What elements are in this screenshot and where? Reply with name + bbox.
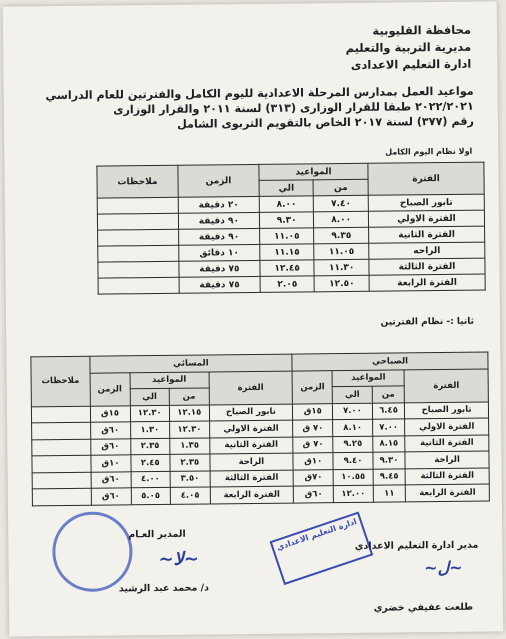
official-seal-stamp	[52, 511, 133, 592]
cell-period: الراحه	[369, 242, 485, 259]
cell-m-to: ٧.٠٠	[333, 403, 373, 420]
cell-m-period: الفترة الثانية	[405, 435, 489, 452]
cell-notes	[98, 245, 179, 262]
cell-m-from: ٦.٤٥	[372, 402, 405, 419]
cell-m-to: ١٠.٥٥	[333, 469, 373, 486]
e-col-times: المواعيد	[130, 371, 209, 388]
cell-notes	[32, 422, 91, 439]
cell-period: الفترة الثانية	[369, 226, 485, 243]
cell-m-to: ١٢.٠٠	[334, 485, 374, 502]
section-two-shift-label: ثانيا :- نظام الفترتين	[380, 316, 475, 328]
title-line-3: رقم (٣٧٧) لسنة ٢٠١٧ الخاص بالتقويم التربوى الشامل	[176, 114, 475, 131]
cell-m-dur: ٦٠ق	[294, 486, 334, 503]
e-col-to: الي	[130, 388, 170, 405]
table-row	[32, 484, 489, 505]
cell-period: الفترة الرابعة	[369, 274, 485, 291]
full-day-schedule-table	[96, 162, 485, 295]
cell-from: ٧.٤٠	[314, 195, 369, 212]
cell-e-dur: ٦٠ق	[91, 488, 131, 505]
cell-m-to: ٨.١٠	[333, 419, 373, 436]
cell-notes	[32, 472, 91, 489]
cell-m-dur: ١٠ق	[293, 453, 333, 470]
cell-e-dur: ٦٠ق	[90, 438, 130, 455]
cell-m-to: ٩.٤٠	[333, 452, 373, 469]
cell-e-to: ٢.٣٥	[130, 438, 170, 455]
department-director-name: طلعت عفيفي خضري	[373, 601, 474, 614]
cell-e-from: ٣.٥٠	[170, 470, 210, 487]
cell-e-dur: ١٠ق	[90, 455, 130, 472]
cell-to: ٢.٠٥	[260, 276, 315, 293]
cell-e-from: ١.٣٥	[170, 437, 210, 454]
cell-m-from: ٩.٤٥	[373, 468, 406, 485]
cell-period: تابور الصباح	[368, 194, 484, 211]
cell-from: ١١.٣٠	[314, 259, 369, 276]
cell-duration: ٩٠ دقيقة	[178, 212, 259, 229]
cell-duration: ٧٥ دقيقة	[179, 276, 260, 293]
cell-notes	[31, 406, 90, 423]
cell-m-from: ٧.٠٠	[372, 419, 405, 436]
two-shift-schedule-table	[30, 352, 490, 506]
cell-notes	[98, 261, 179, 278]
cell-to: ١١.١٥	[260, 244, 315, 261]
cell-notes	[97, 213, 178, 230]
cell-e-period: الفترة الثالثة	[210, 470, 294, 487]
cell-e-to: ٤.٠٠	[131, 471, 171, 488]
m-col-from: من	[372, 386, 405, 403]
administration-line: ادارة التعليم الاعدادى	[350, 56, 472, 72]
document-title	[44, 84, 474, 134]
cell-m-period: الراحة	[405, 451, 489, 468]
col-notes: ملاحظات	[97, 165, 178, 198]
evening-shift-header: المسائي	[89, 354, 292, 373]
cell-m-from: ١١	[373, 485, 406, 502]
director-general-name: د/ محمد عبد الرشيد	[118, 582, 210, 595]
cell-notes	[98, 229, 179, 246]
cell-e-from: ٤.٠٥	[170, 487, 210, 504]
col-to: الي	[259, 180, 314, 197]
cell-e-dur: ٦٠ق	[91, 471, 131, 488]
cell-e-from: ١٢.١٥	[169, 404, 209, 421]
e-col-from: من	[169, 388, 209, 405]
cell-from: ٨.٠٠	[314, 211, 369, 228]
m-col-times: المواعيد	[332, 369, 404, 386]
cell-e-from: ١٢.٣٠	[170, 421, 210, 438]
cell-e-period: الفترة الاولي	[209, 420, 293, 437]
cell-duration: ٧٥ دقيقة	[179, 260, 260, 277]
col-period: الفترة	[368, 162, 484, 195]
e-col-duration: الزمن	[90, 372, 130, 405]
director-general-title: المدير العـام	[128, 528, 186, 541]
cell-e-to: ٢.٤٥	[130, 454, 170, 471]
letterhead	[345, 22, 471, 74]
department-director-title: مدير ادارة التعليم الاعدادي	[354, 539, 479, 552]
cell-duration: ٢٠ دقيقة	[178, 196, 259, 213]
cell-e-to: ٥.٠٥	[131, 487, 171, 504]
cell-m-dur: ٧٠ ق	[293, 436, 333, 453]
governorate-line: محافظة القليوبية	[372, 22, 472, 38]
cell-m-dur: ٧٠ق	[293, 469, 333, 486]
cell-e-period: الراحة	[209, 453, 293, 470]
cell-notes	[32, 455, 91, 472]
table-row	[98, 274, 485, 294]
cell-to: ٨.٠٠	[259, 196, 314, 213]
cell-m-period: الفترة الرابعة	[405, 484, 489, 501]
cell-notes	[32, 488, 91, 505]
col-notes: ملاحظات	[31, 356, 90, 406]
director-general-signature: ~ﻻ~	[158, 548, 200, 571]
cell-e-dur: ٦٠ق	[90, 422, 130, 439]
col-from: من	[314, 179, 369, 196]
cell-to: ١٢.٤٥	[260, 260, 315, 277]
cell-from: ١٢.٥٠	[315, 275, 370, 292]
stamp-label: ادارة التعليم الاعدادي	[275, 516, 358, 553]
department-director-signature: ~ﻝ~	[424, 557, 463, 578]
cell-to: ١١.٠٥	[260, 228, 315, 245]
cell-m-period: تابور الصباح	[405, 402, 489, 419]
m-col-period: الفترة	[404, 369, 488, 403]
cell-e-to: ١٢.٣٠	[130, 405, 170, 422]
cell-e-to: ١.٣٠	[130, 421, 170, 438]
cell-notes	[32, 439, 91, 456]
cell-e-from: ٢.٣٥	[170, 454, 210, 471]
section-full-day-label: اولا نظام اليوم الكامل	[385, 146, 473, 157]
cell-to: ٩.٣٠	[259, 212, 314, 229]
title-line-2: ٢٠٢٢/٢٠٢١ طبقا للقرار الوزارى (٣١٣) لسنة ٢٠١١ والقرار الوزارى	[113, 99, 474, 117]
cell-period: الفترة الاولي	[368, 210, 484, 227]
cell-m-to: ٩.٢٥	[333, 436, 373, 453]
col-duration: الزمن	[178, 164, 259, 197]
cell-e-period: الفترة الثانية	[209, 437, 293, 454]
cell-duration: ١٠ دقائق	[179, 244, 260, 261]
cell-m-dur: ١٥ق	[293, 403, 333, 420]
cell-period: الفترة الثالثة	[369, 258, 485, 275]
cell-from: ٩.٣٥	[314, 227, 369, 244]
cell-from: ١١.٠٥	[314, 243, 369, 260]
cell-m-from: ٩.٣٠	[373, 452, 406, 469]
directorate-line: مديرية التربية والتعليم	[345, 39, 472, 56]
m-col-to: الي	[332, 386, 372, 403]
cell-m-period: الفترة الاولي	[405, 418, 489, 435]
cell-notes	[98, 277, 179, 294]
cell-e-dur: ١٥ق	[90, 405, 130, 422]
m-col-duration: الزمن	[292, 370, 332, 403]
document-page	[3, 1, 504, 636]
cell-notes	[97, 197, 178, 214]
cell-e-period: الفترة الرابعة	[210, 486, 294, 503]
col-times: المواعيد	[259, 163, 368, 180]
title-line-1: مواعيد العمل بمدارس المرحلة الاعدادية لليوم الكامل والفترتين للعام الدراسي	[45, 84, 474, 103]
morning-shift-header: الصباحي	[292, 352, 488, 371]
cell-m-from: ٨.١٥	[373, 435, 406, 452]
cell-m-dur: ٧٠ ق	[293, 420, 333, 437]
cell-e-period: تابور الصباح	[209, 404, 293, 421]
e-col-period: الفترة	[209, 371, 293, 405]
cell-m-period: الفترة الثالثة	[405, 468, 489, 485]
cell-duration: ٩٠ دقيقة	[178, 228, 259, 245]
